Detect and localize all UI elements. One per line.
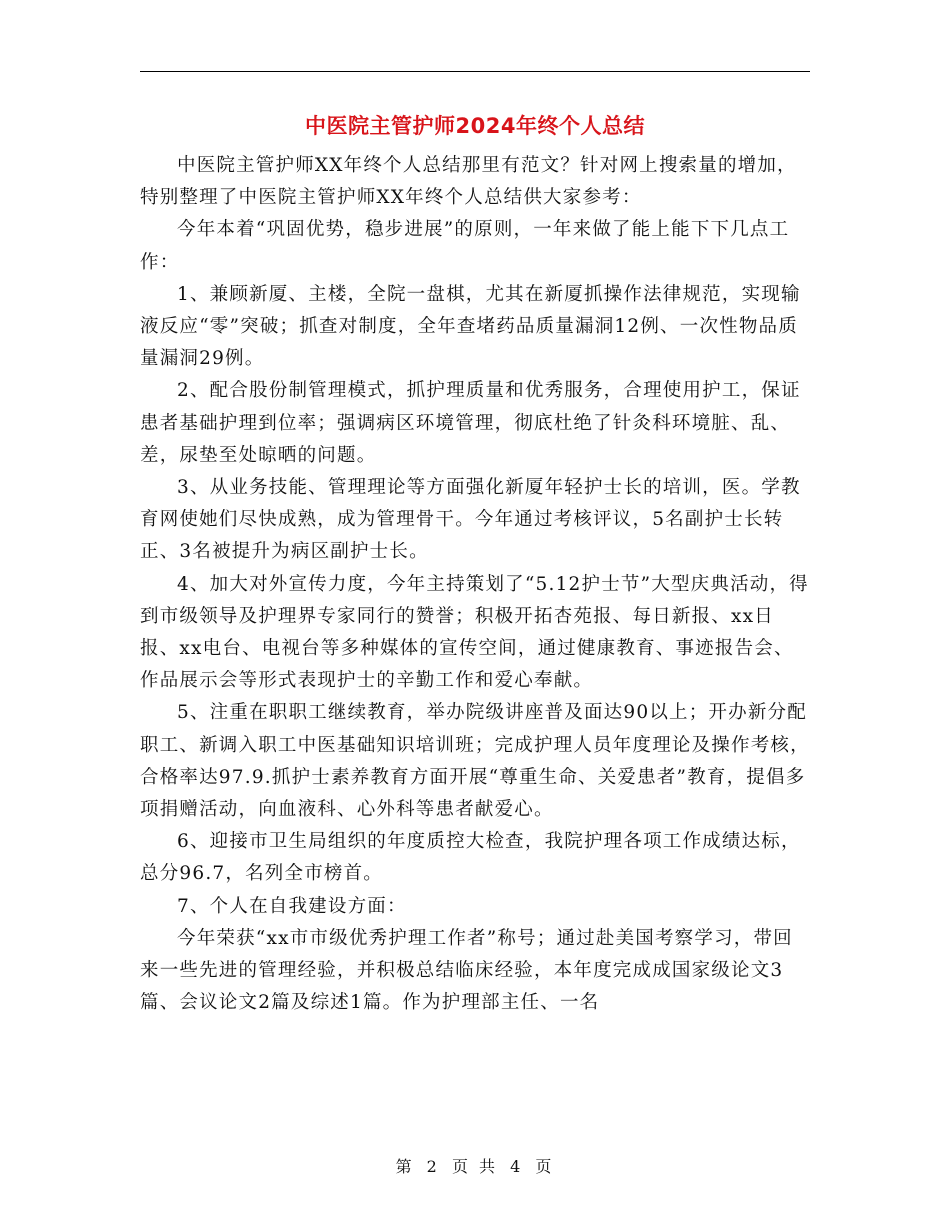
document-body — [140, 150, 812, 1019]
footer-suffix: 页 — [535, 1157, 555, 1176]
footer-total-pages: 4 — [510, 1157, 524, 1176]
page-footer — [0, 1154, 950, 1177]
document-title: 中医院主管护师2024年终个人总结 — [305, 114, 645, 138]
paragraph-item-7: 7、个人在自我建设方面： — [177, 895, 407, 917]
footer-prefix: 第 — [395, 1157, 415, 1176]
paragraph-item-4: 4、加大对外宣传力度，今年主持策划了“5.12护士节”大型庆典活动，得到市级领导及护理界专家同行的赞誉；积极开拓杏苑报、每日新报、xx日报、xx电台、电视台等多种媒体的宣传空间，通过健康教育、事迹报告会、作品展示会等形式表现护士的辛勤工作和爱心奉献。 — [140, 573, 809, 692]
paragraph-item-3: 3、从业务技能、管理理论等方面强化新厦年轻护士长的培训，医。学教育网使她们尽快成熟，成为管理骨干。今年通过考核评议，5名副护士长转正、3名被提升为病区副护士长。 — [140, 477, 801, 563]
header-rule — [140, 71, 810, 72]
paragraph-personal: 今年荣获“xx市市级优秀护理工作者”称号；通过赴美国考察学习，带回来一些先进的管理经验，并积极总结临床经验，本年度完成成国家级论文3篇、会议论文2篇及综述1篇。作为护理部主任、一名 — [140, 927, 793, 1014]
paragraph-item-6: 6、迎接市卫生局组织的年度质控大检查，我院护理各项工作成绩达标，总分96.7，名列全市榜首。 — [140, 831, 801, 885]
footer-middle: 页 共 — [451, 1157, 499, 1176]
paragraph-principle: 今年本着“巩固优势，稳步进展”的原则，一年来做了能上能下下几点工作： — [140, 219, 790, 273]
paragraph-item-2: 2、配合股份制管理模式，抓护理质量和优秀服务，合理使用护工，保证患者基础护理到位率；强调病区环境管理，彻底杜绝了针灸科环境脏、乱、差，尿垫至处晾晒的问题。 — [140, 380, 801, 466]
paragraph-intro: 中医院主管护师XX年终个人总结那里有范文？针对网上搜索量的增加，特别整理了中医院主管护师XX年终个人总结供大家参考： — [140, 155, 797, 209]
footer-page-number: 2 — [426, 1157, 440, 1176]
paragraph-item-5: 5、注重在职职工继续教育，举办院级讲座普及面达90以上；开办新分配职工、新调入职工中医基础知识培训班；完成护理人员年度理论及操作考核，合格率达97.9.抓护士素养教育方面开展“尊重生命、关爱患者”教育，提倡多项捐赠活动，向血液科、心外科等患者献爱心。 — [140, 702, 810, 821]
paragraph-item-1: 1、兼顾新厦、主楼，全院一盘棋，尤其在新厦抓操作法律规范，实现输液反应“零”突破；抓查对制度，全年查堵药品质量漏洞12例、一次性物品质量漏洞29例。 — [140, 283, 801, 370]
